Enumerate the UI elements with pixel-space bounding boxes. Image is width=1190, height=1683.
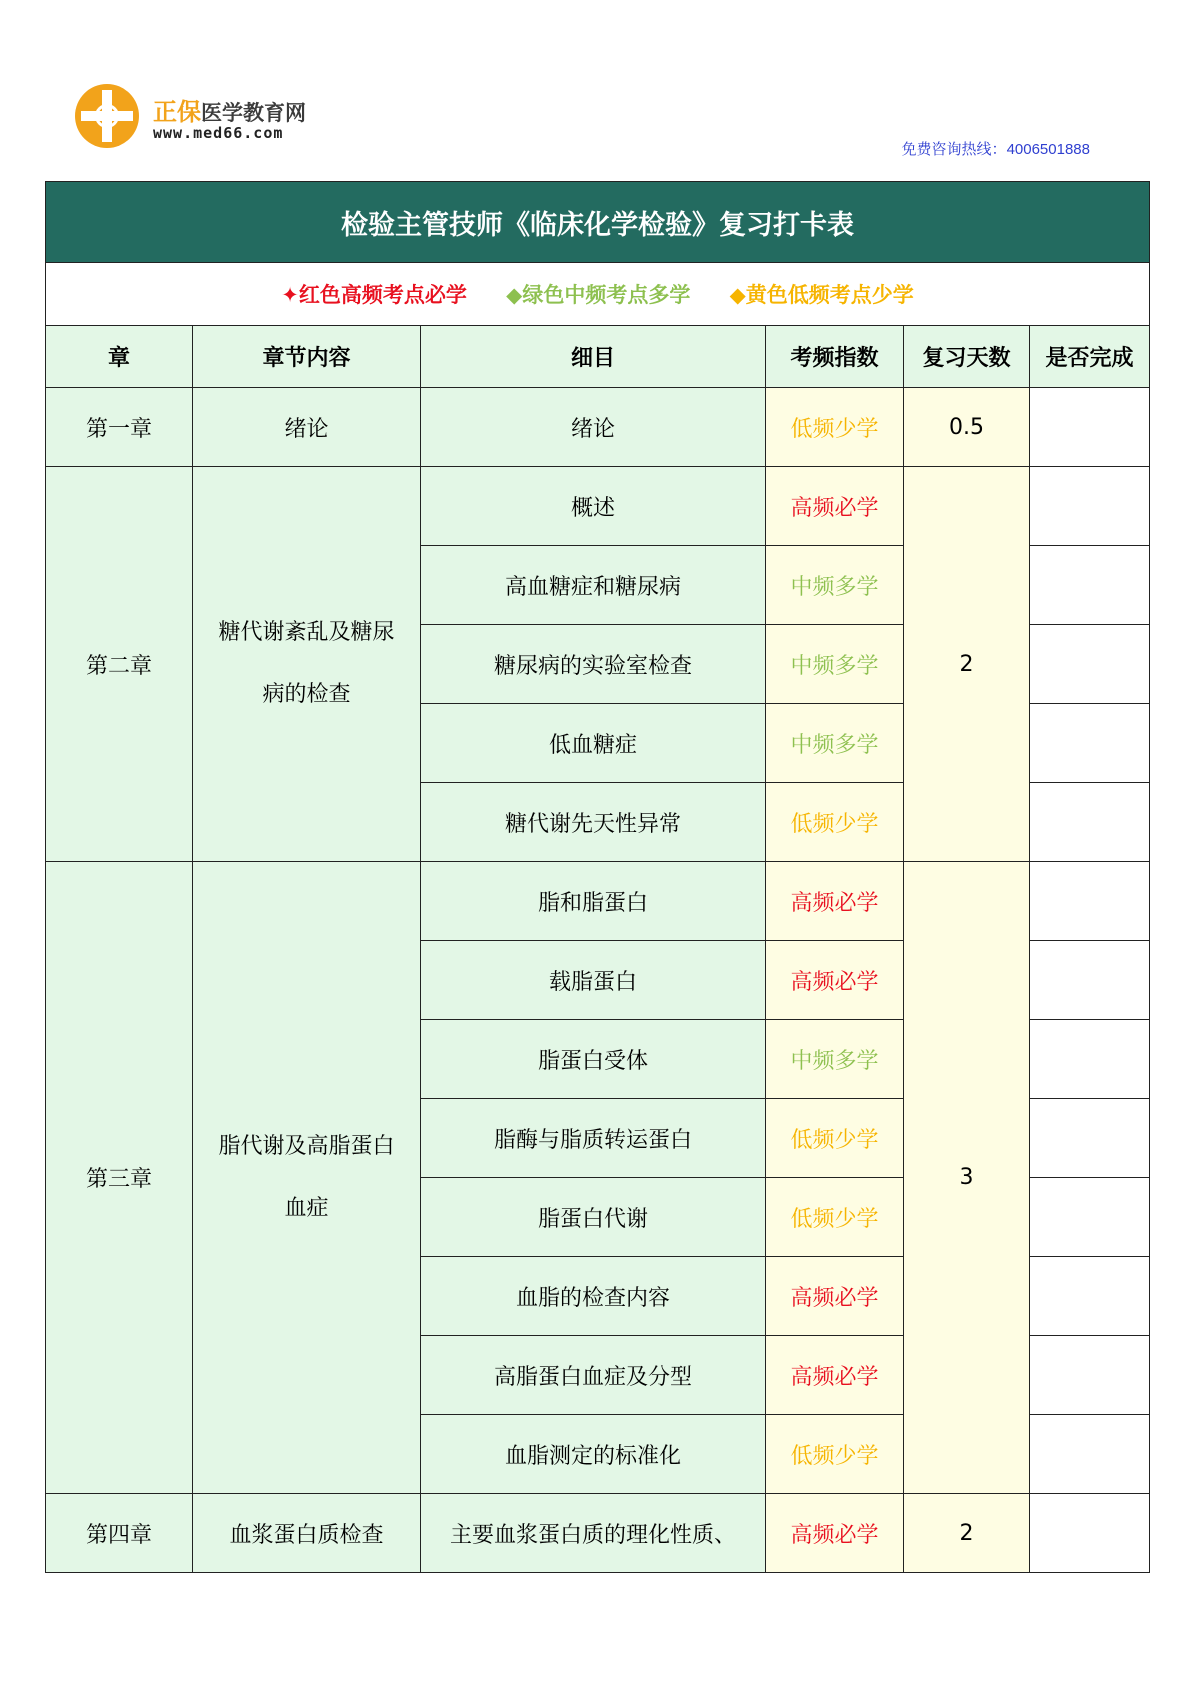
logo-emblem-icon [75,84,139,148]
item-cell: 高血糖症和糖尿病 [421,546,766,625]
days-cell: 2 [904,1494,1030,1573]
days-cell: 0.5 [904,388,1030,467]
content-cell: 糖代谢紊乱及糖尿 病的检查 [193,467,421,862]
header-days: 复习天数 [904,326,1030,388]
freq-cell: 中频多学 [766,704,904,783]
freq-cell: 高频必学 [766,1257,904,1336]
hotline [902,138,1090,159]
done-checkbox-cell[interactable] [1030,546,1150,625]
review-checkin-table [45,181,1150,1573]
item-cell: 脂蛋白受体 [421,1020,766,1099]
content-cell: 绪论 [193,388,421,467]
content-cell: 血浆蛋白质检查 [193,1494,421,1573]
freq-cell: 高频必学 [766,941,904,1020]
table-row [46,862,1150,941]
done-checkbox-cell[interactable] [1030,467,1150,546]
done-checkbox-cell[interactable] [1030,1415,1150,1494]
item-cell: 糖尿病的实验室检查 [421,625,766,704]
done-checkbox-cell[interactable] [1030,941,1150,1020]
done-checkbox-cell[interactable] [1030,1099,1150,1178]
table-title: 检验主管技师《临床化学检验》复习打卡表 [46,182,1150,263]
chapter-cell: 第四章 [46,1494,193,1573]
done-checkbox-cell[interactable] [1030,1020,1150,1099]
days-cell: 2 [904,467,1030,862]
freq-cell: 低频少学 [766,1415,904,1494]
logo [75,84,405,156]
brand-name: 正保医学教育网 [153,98,306,126]
freq-cell: 低频少学 [766,388,904,467]
hotline-label: 免费咨询热线： [901,140,1007,158]
chapter-cell: 第一章 [46,388,193,467]
item-cell: 载脂蛋白 [421,941,766,1020]
item-cell: 脂酶与脂质转运蛋白 [421,1099,766,1178]
freq-cell: 高频必学 [766,862,904,941]
done-checkbox-cell[interactable] [1030,1336,1150,1415]
item-cell: 糖代谢先天性异常 [421,783,766,862]
freq-cell: 低频少学 [766,1099,904,1178]
done-checkbox-cell[interactable] [1030,625,1150,704]
content-cell: 脂代谢及高脂蛋白 血症 [193,862,421,1494]
item-cell: 血脂测定的标准化 [421,1415,766,1494]
header-item: 细目 [421,326,766,388]
legend-mid: ◆绿色中频考点多学 [506,283,691,307]
item-cell: 概述 [421,467,766,546]
item-cell: 脂蛋白代谢 [421,1178,766,1257]
done-checkbox-cell[interactable] [1030,862,1150,941]
done-checkbox-cell[interactable] [1030,1178,1150,1257]
done-checkbox-cell[interactable] [1030,1257,1150,1336]
item-cell: 脂和脂蛋白 [421,862,766,941]
brand-url: www.med66.com [153,124,284,142]
table-row [46,467,1150,546]
done-checkbox-cell[interactable] [1030,1494,1150,1573]
freq-cell: 低频少学 [766,783,904,862]
chapter-cell: 第二章 [46,467,193,862]
item-cell: 血脂的检查内容 [421,1257,766,1336]
freq-cell: 中频多学 [766,1020,904,1099]
freq-cell: 中频多学 [766,625,904,704]
freq-cell: 高频必学 [766,467,904,546]
item-cell: 低血糖症 [421,704,766,783]
done-checkbox-cell[interactable] [1030,783,1150,862]
freq-cell: 高频必学 [766,1336,904,1415]
done-checkbox-cell[interactable] [1030,704,1150,783]
legend-high: ✦红色高频考点必学 [281,283,467,307]
header-content: 章节内容 [193,326,421,388]
item-cell: 主要血浆蛋白质的理化性质、 [421,1494,766,1573]
days-cell: 3 [904,862,1030,1494]
freq-cell: 中频多学 [766,546,904,625]
freq-cell: 低频少学 [766,1178,904,1257]
done-checkbox-cell[interactable] [1030,388,1150,467]
header-done: 是否完成 [1030,326,1150,388]
frequency-legend [46,263,1150,326]
table-row [46,388,1150,467]
header-frequency: 考频指数 [766,326,904,388]
table-row [46,1494,1150,1573]
chapter-cell: 第三章 [46,862,193,1494]
item-cell: 高脂蛋白血症及分型 [421,1336,766,1415]
item-cell: 绪论 [421,388,766,467]
hotline-number: 4006501888 [1006,141,1090,158]
header-chapter: 章 [46,326,193,388]
freq-cell: 高频必学 [766,1494,904,1573]
legend-low: ◆黄色低频考点少学 [729,283,914,307]
